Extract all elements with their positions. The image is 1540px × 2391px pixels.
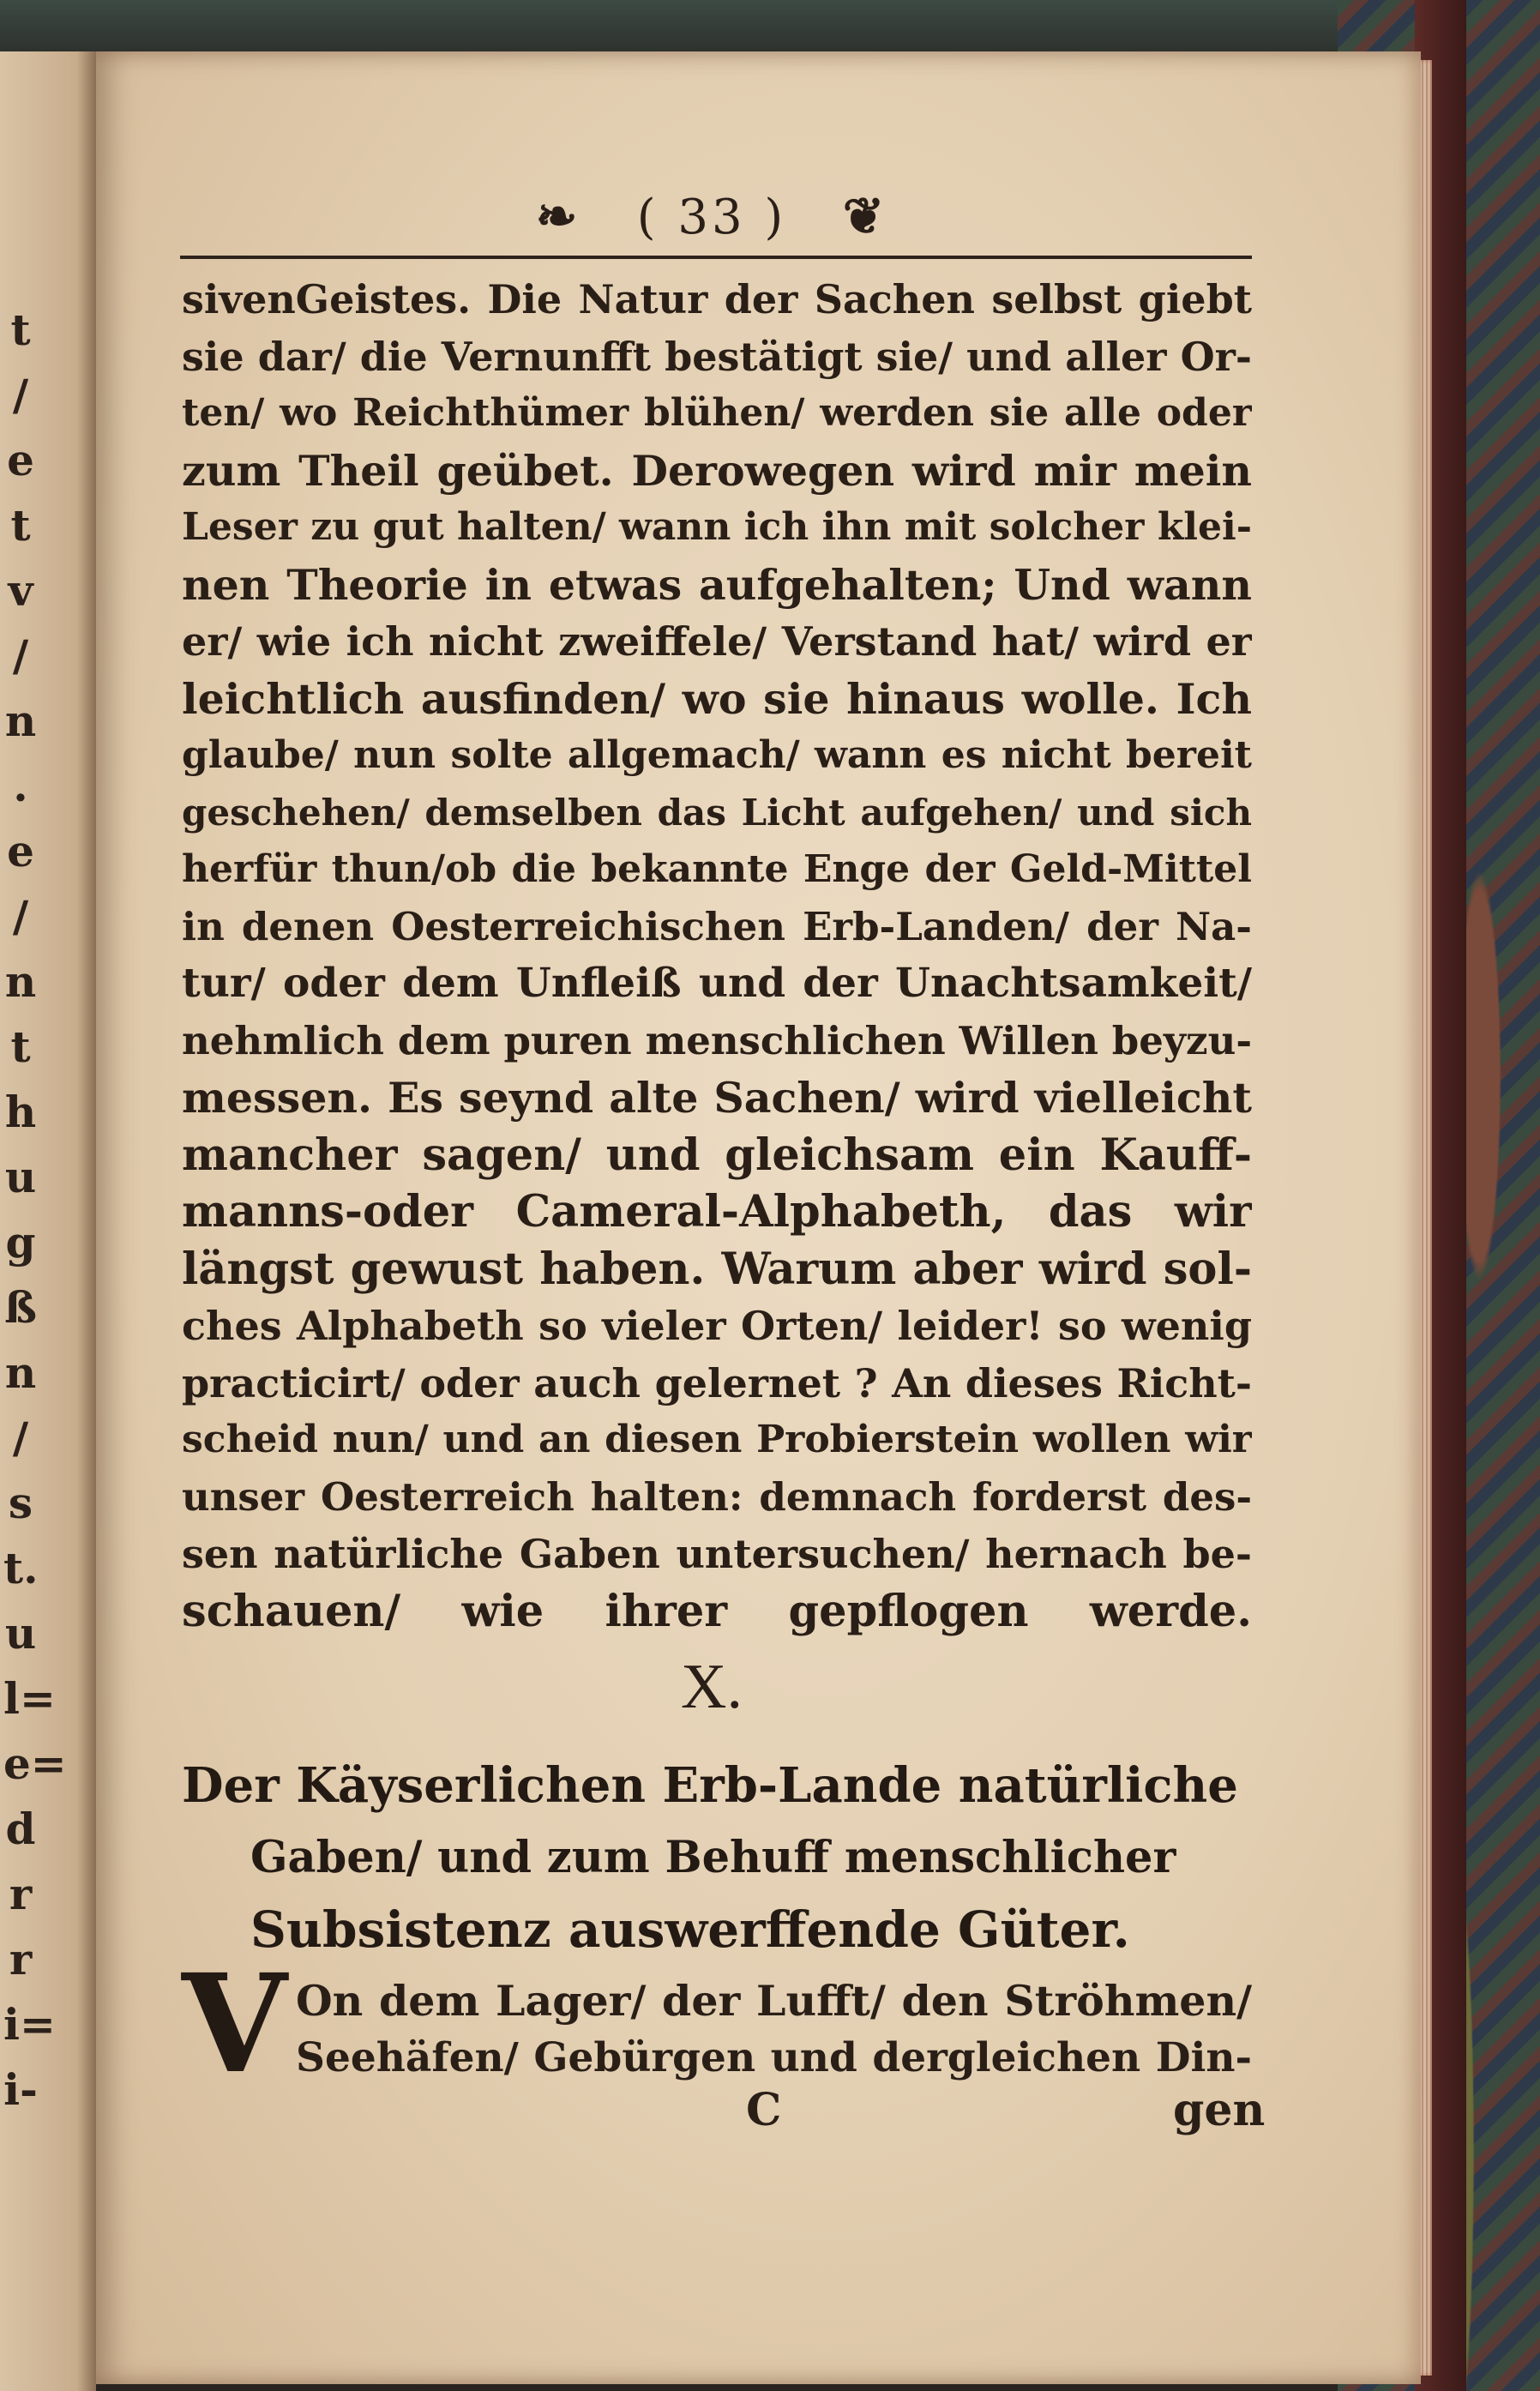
text-line: sivenGeistes. Die Natur der Sachen selbst giebt (182, 276, 1252, 322)
margin-glyph: ß (4, 1282, 37, 1333)
margin-glyph: e= (3, 1738, 67, 1789)
page-header (176, 187, 1248, 245)
text-line: messen. Es seynd alte Sachen/ wird vielleicht (182, 1073, 1252, 1123)
margin-glyph: i= (3, 1999, 56, 2050)
ornament-right-icon: ❦ (842, 187, 888, 245)
text-line: nen Theorie in etwas aufgehalten; Und wann (182, 559, 1252, 610)
margin-glyph: n (4, 956, 37, 1007)
page-number: ( 33 ) (636, 190, 787, 245)
margin-glyph: h (4, 1087, 37, 1137)
text-line: nehmlich dem puren menschlichen Willen beyzu- (182, 1017, 1252, 1063)
margin-glyph: r (9, 1934, 33, 1984)
text-line: geschehen/ demselben das Licht aufgehen/ und sich (182, 791, 1252, 834)
margin-glyph: s (8, 1478, 33, 1528)
margin-glyph: g (5, 1217, 36, 1268)
margin-glyph: e (7, 826, 34, 876)
heading-line: Gaben/ und zum Behuff menschlicher (250, 1832, 1176, 1883)
signature-mark: C (746, 2084, 782, 2136)
text-line: er/ wie ich nicht zweiffele/ Verstand hat/ wird er (182, 618, 1252, 665)
margin-glyph: n (4, 696, 37, 746)
heading-line: Der Käyserlichen Erb-Lande natürliche (182, 1757, 1238, 1814)
margin-glyph: r (9, 1869, 33, 1919)
text-line: glaube/ nun solte allgemach/ wann es nicht bereit (182, 733, 1252, 777)
text-line: Leser zu gut halten/ wann ich ihn mit solcher klei- (182, 505, 1252, 549)
section-heading (182, 1750, 1254, 1966)
drop-cap: V (182, 1945, 287, 2104)
text-line: herfür thun/ob die bekannte Enge der Geld-Mittel (182, 847, 1252, 891)
heading-line: Subsistenz auswerffende Güter. (250, 1900, 1130, 1959)
ornament-left-icon: ❧ (535, 187, 581, 245)
text-line: sen natürliche Gaben untersuchen/ hernach be- (182, 1531, 1252, 1577)
text-line: manns-oder Cameral-Alphabeth, das wir (182, 1186, 1252, 1238)
margin-glyph: v (8, 565, 33, 616)
margin-glyph: / (12, 630, 29, 681)
text-line: practicirt/ oder auch gelernet ? An dieses Richt- (182, 1359, 1252, 1406)
paragraph-text (296, 1972, 1252, 2087)
text-line: Seehäfen/ Gebürgen und dergleichen Din- (296, 2033, 1252, 2081)
text-line: ten/ wo Reichthümer blühen/ werden sie alle oder (182, 391, 1252, 435)
header-rule (180, 256, 1252, 259)
text-line: sie dar/ die Vernunfft bestätigt sie/ und aller Or- (182, 333, 1252, 380)
margin-glyph: i- (3, 2064, 38, 2115)
text-line: unser Oesterreich halten: demnach forderst des- (182, 1473, 1252, 1520)
margin-glyph: / (12, 891, 29, 942)
margin-glyph: t (10, 1021, 31, 1072)
margin-glyph: . (13, 761, 28, 811)
margin-glyph: e (7, 435, 34, 485)
text-line: scheid nun/ und an diesen Probierstein wollen wir (182, 1418, 1252, 1461)
margin-glyph: l= (3, 1673, 56, 1724)
text-line: zum Theil geübet. Derowegen wird mir mein (182, 445, 1252, 496)
margin-glyph: n (4, 1347, 37, 1398)
body-text (182, 271, 1252, 1640)
catchword: gen (1173, 2084, 1266, 2136)
text-line: längst gewust haben. Warum aber wird sol- (182, 1243, 1252, 1295)
margin-glyph: u (4, 1608, 37, 1659)
margin-glyph: / (12, 370, 29, 420)
text-line: ches Alphabeth so vieler Orten/ leider! so wenig (182, 1303, 1252, 1349)
text-line: in denen Oesterreichischen Erb-Landen/ der Na- (182, 903, 1252, 949)
text-line: tur/ oder dem Unfleiß und der Unachtsamkeit/ (182, 960, 1252, 1007)
text-line: schauen/ wie ihrer gepflogen werde. (182, 1585, 1252, 1637)
section-numeral: X. (681, 1652, 743, 1722)
margin-glyph: d (5, 1804, 36, 1854)
margin-glyph: u (4, 1152, 37, 1202)
text-line: leichtlich ausfinden/ wo sie hinaus wolle. Ich (182, 673, 1252, 724)
text-line: mancher sagen/ und gleichsam ein Kauff- (182, 1129, 1252, 1181)
facing-page-edge (0, 51, 96, 2391)
margin-glyph: t. (3, 1543, 39, 1593)
margin-glyph: t (10, 500, 31, 551)
margin-glyph: / (12, 1412, 29, 1463)
margin-glyph: t (10, 304, 31, 355)
text-line: On dem Lager/ der Lufft/ den Ströhmen/ (296, 1976, 1252, 2026)
